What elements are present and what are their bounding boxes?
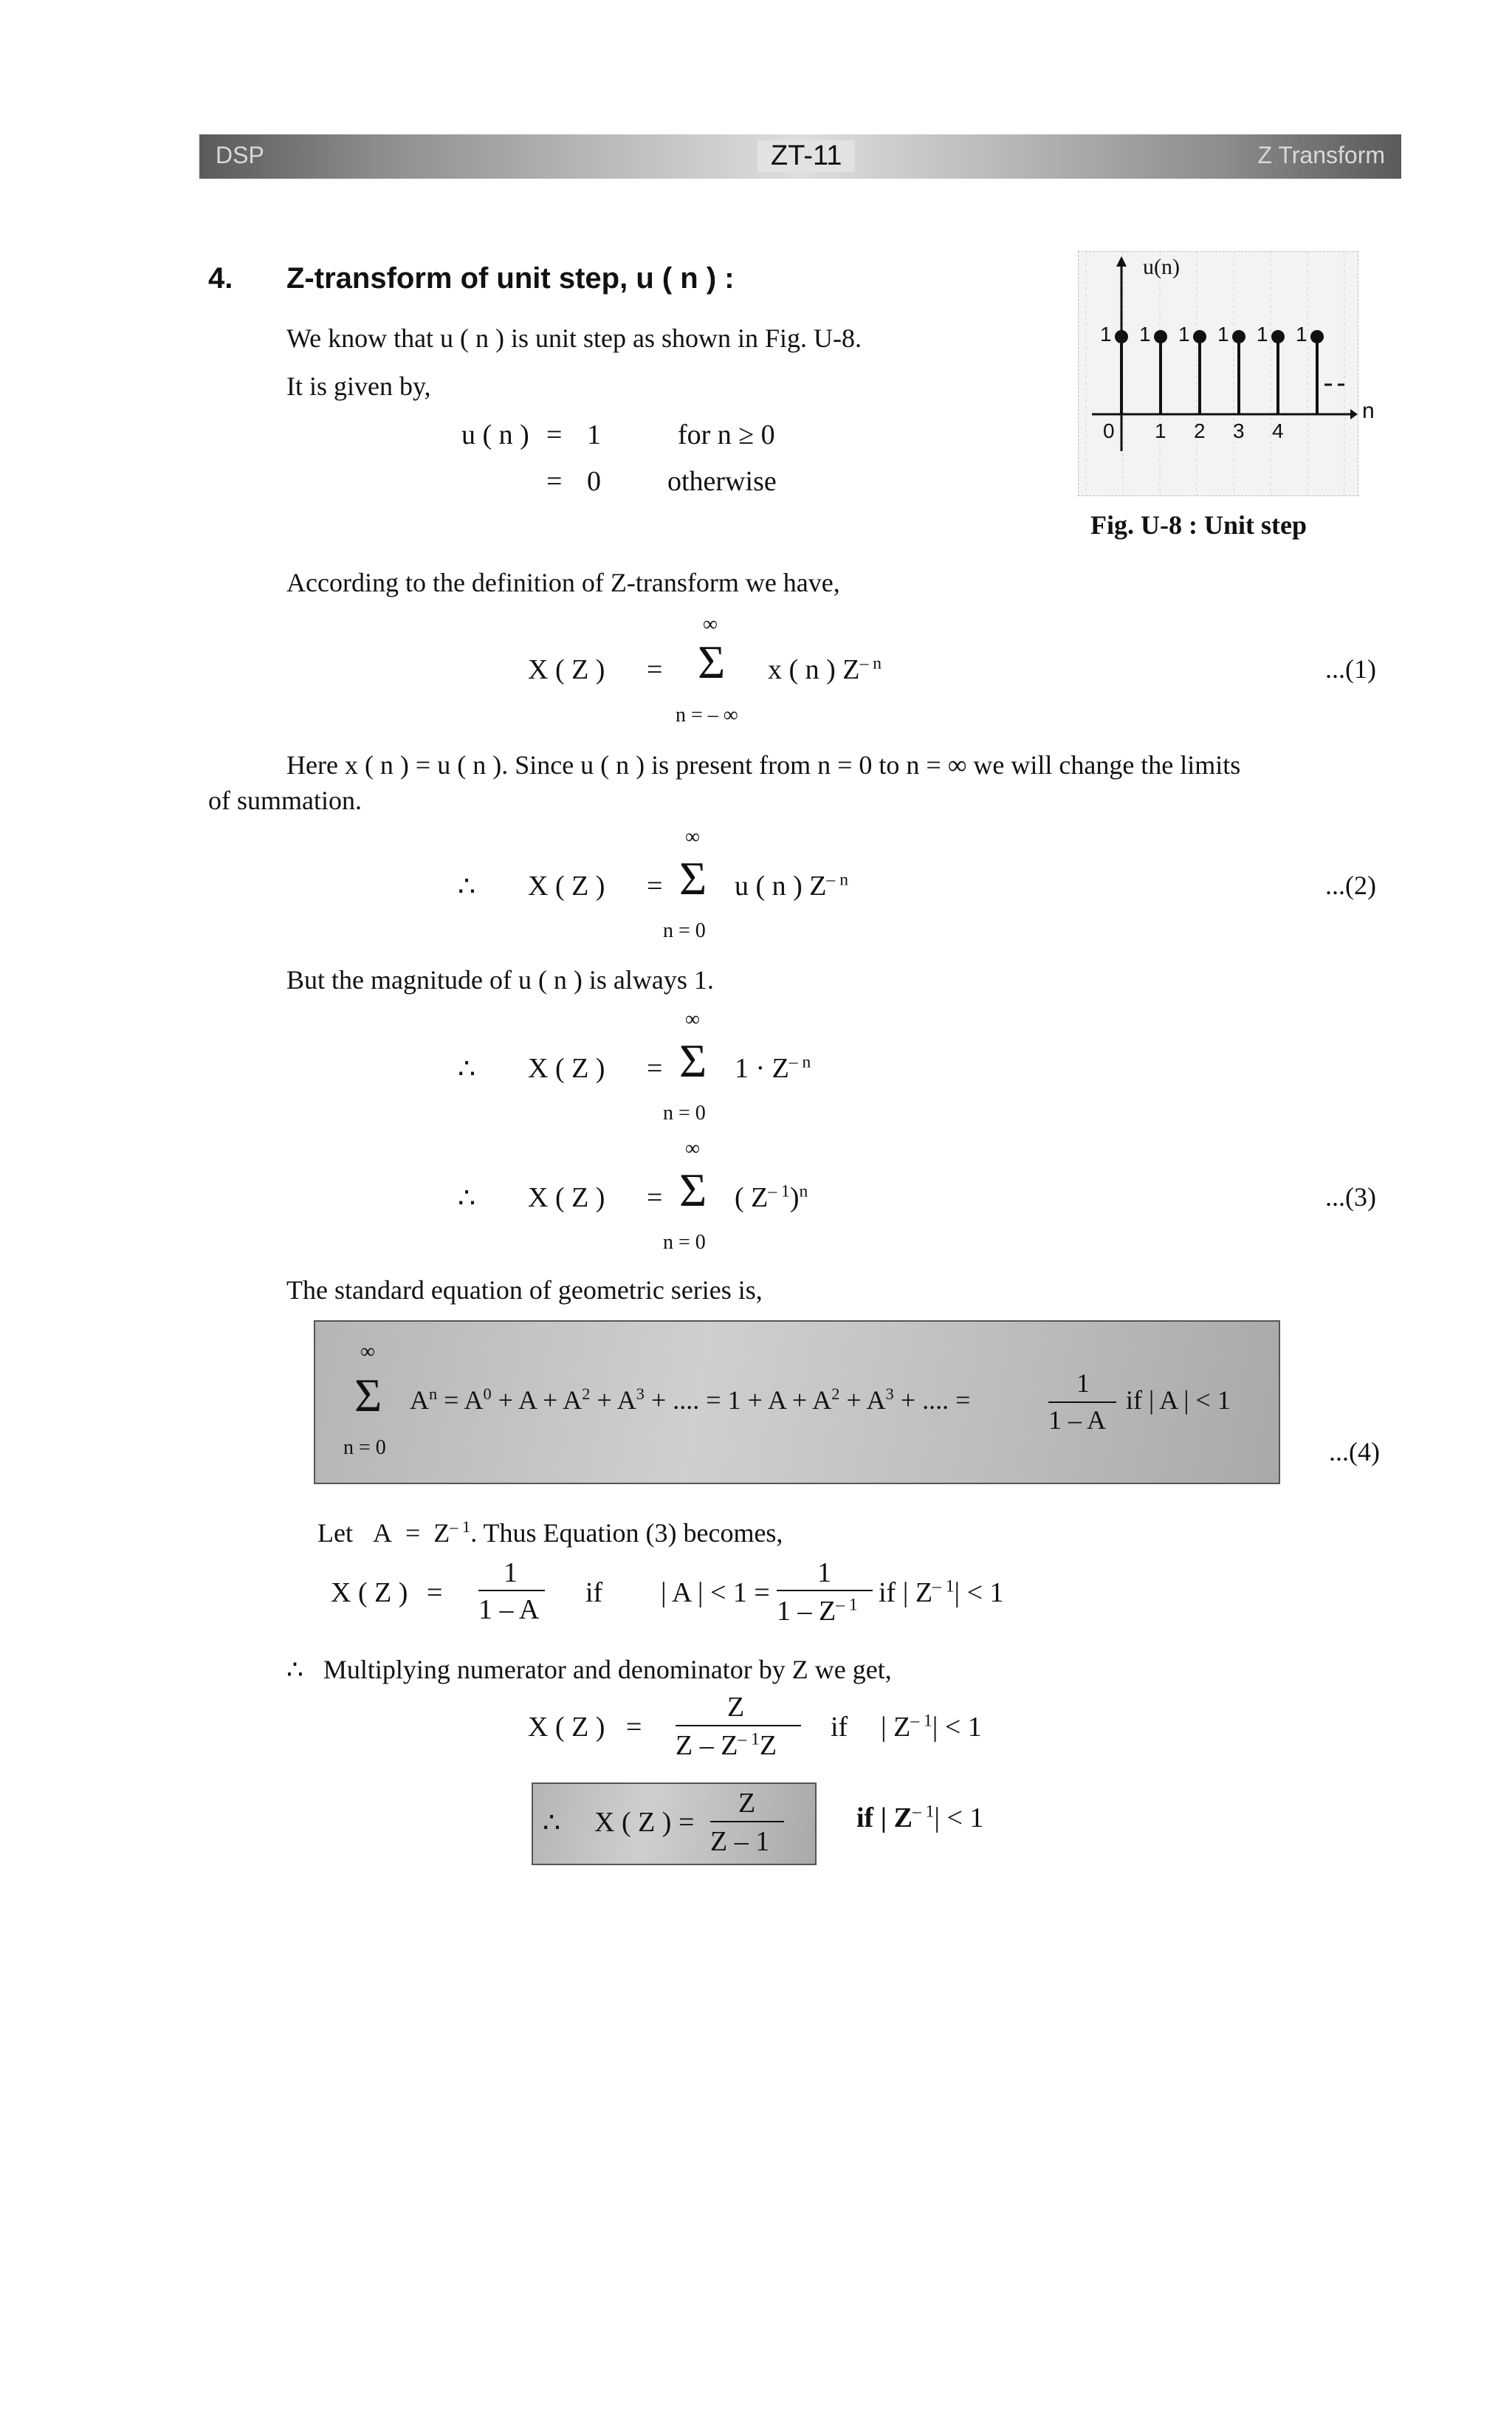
section-number: 4.: [208, 262, 233, 295]
para-here-2: of summation.: [208, 786, 362, 815]
eq4-part3: + A + A: [498, 1385, 583, 1415]
eq6-cond-exp: – 1: [910, 1711, 932, 1731]
eq6-frac-line: [676, 1725, 801, 1726]
figure-ylabel: u(n): [1143, 255, 1180, 279]
sample-point-3: [1232, 330, 1245, 343]
tick-label-0: 0: [1103, 419, 1115, 442]
eq4-frac-den: 1 – A: [1048, 1405, 1107, 1435]
eq3-upper: ∞: [685, 1137, 700, 1160]
eq5-den-1: 1 – A: [478, 1594, 540, 1625]
eq1-lhs: X ( Z ): [528, 654, 605, 685]
def-lhs: u ( n ): [461, 419, 529, 450]
let-exp: – 1: [450, 1517, 471, 1536]
eq4-sup-3b: 3: [885, 1384, 894, 1403]
eq1-body-text: x ( n ) Z: [768, 654, 860, 685]
y-axis-arrow: [1116, 256, 1127, 267]
eq2b-lhs: X ( Z ): [528, 1053, 605, 1084]
eq4-series: [410, 1384, 970, 1415]
eq4-part2: = A: [444, 1385, 484, 1415]
eq5-equals: =: [427, 1577, 443, 1608]
sample-label-2: 1: [1178, 323, 1190, 346]
eq3-body-text: ( Z: [735, 1182, 769, 1213]
section-title: Z-transform of unit step, u ( n ) :: [286, 262, 735, 295]
eq7-den: Z – 1: [710, 1826, 770, 1857]
eq4-sup-2b: 2: [831, 1384, 840, 1403]
let-text-2: . Thus Equation (3) becomes,: [470, 1518, 783, 1548]
eq1-sigma: Σ: [698, 636, 726, 688]
eq7-frac-line: [710, 1821, 784, 1822]
eq1-equals: =: [647, 654, 663, 685]
def-val-1: 1: [587, 419, 601, 450]
header-left: DSP: [216, 142, 264, 168]
let-text: Let: [317, 1518, 353, 1548]
para-multiply: [286, 1654, 892, 1685]
multiply-therefore: ∴: [286, 1655, 303, 1684]
eq4-sup-3: 3: [636, 1384, 645, 1403]
eq5-cond-2: [879, 1576, 1004, 1609]
eq3-lower: n = 0: [663, 1231, 706, 1254]
intro-line-1: We know that u ( n ) is unit step as shown in Fig. U-8.: [286, 323, 862, 353]
para-geometric: The standard equation of geometric series is,: [286, 1275, 763, 1305]
eq6-cond-1: | Z: [881, 1712, 911, 1743]
eq2-body-text: u ( n ) Z: [735, 871, 827, 902]
eq4-cond: if | A | < 1: [1126, 1385, 1231, 1415]
eq2-therefore: ∴: [458, 871, 476, 902]
eq3-number: ...(3): [1325, 1182, 1376, 1212]
intro-line-2: It is given by,: [286, 371, 431, 401]
eq2-upper: ∞: [685, 826, 700, 848]
eq5-num-2: 1: [817, 1557, 831, 1588]
tick-label-4: 4: [1272, 419, 1284, 442]
running-header: [199, 134, 1401, 179]
def-cond-1: for n ≥ 0: [678, 419, 775, 450]
unit-step-chart: [1079, 252, 1358, 495]
eq7-cond-exp: – 1: [912, 1802, 935, 1822]
eq4-part6: + A: [846, 1385, 886, 1415]
eq6-den-text: Z – Z: [676, 1730, 738, 1761]
eq2-lhs: X ( Z ): [528, 871, 605, 902]
eq4-lower: n = 0: [343, 1436, 386, 1459]
eq3-body: [735, 1181, 808, 1214]
multiply-text: Multiplying numerator and denominator by Z we get,: [323, 1655, 892, 1684]
page-number: ZT-11: [757, 140, 855, 172]
eq3-sigma: Σ: [679, 1164, 707, 1216]
sample-point-1: [1154, 330, 1167, 343]
eq2-exp: – n: [826, 870, 848, 890]
eq2b-body: [735, 1052, 811, 1085]
eq2-number: ...(2): [1325, 871, 1376, 900]
eq1-exp: – n: [859, 653, 882, 673]
eq4-frac-num: 1: [1076, 1368, 1090, 1398]
header-right: Z Transform: [1257, 142, 1385, 168]
def-cond-2: otherwise: [667, 466, 777, 497]
let-eq: =: [405, 1518, 421, 1548]
eq2b-equals: =: [647, 1053, 663, 1084]
eq3-exp1: – 1: [768, 1181, 790, 1201]
eq4-part7: + .... =: [900, 1385, 971, 1415]
figure-xlabel: n: [1362, 399, 1375, 423]
let-a: A: [372, 1518, 392, 1548]
eq4-sup-0: 0: [483, 1384, 492, 1403]
eq6-cond: [881, 1711, 982, 1743]
eq6-den-2: Z: [759, 1730, 777, 1761]
let-z: Z: [433, 1518, 450, 1548]
eq4-upper: ∞: [360, 1340, 375, 1363]
eq4-sigma: Σ: [354, 1369, 382, 1421]
eq2b-lower: n = 0: [663, 1102, 706, 1125]
x-axis-arrow: [1350, 409, 1358, 419]
tick-label-1: 1: [1155, 419, 1166, 442]
sample-point-0: [1115, 330, 1128, 343]
eq1-number: ...(1): [1325, 654, 1376, 684]
eq4-part4: + A: [597, 1385, 636, 1415]
eq2b-sigma: Σ: [679, 1034, 707, 1087]
def-eq-2: =: [546, 466, 563, 497]
eq2b-exp: – n: [788, 1052, 811, 1072]
para-magnitude: But the magnitude of u ( n ) is always 1.: [286, 965, 714, 995]
eq3-close: ): [789, 1182, 800, 1213]
eq5-cond-1: | A | < 1 =: [661, 1577, 770, 1608]
eq6-lhs: X ( Z ): [528, 1712, 605, 1743]
sample-label-4: 1: [1257, 323, 1268, 346]
eq5-cond-2b: | < 1: [954, 1577, 1004, 1608]
eq4-a: A: [410, 1385, 429, 1415]
eq6-den-exp: – 1: [738, 1729, 760, 1749]
sample-point-5: [1310, 330, 1324, 343]
eq2b-therefore: ∴: [458, 1054, 476, 1085]
eq6-if: if: [831, 1712, 848, 1743]
eq5-frac-line-1: [478, 1590, 545, 1591]
sample-label-0: 1: [1100, 323, 1112, 346]
eq4-frac-line: [1048, 1401, 1116, 1403]
eq3-therefore: ∴: [458, 1183, 476, 1214]
eq5-cond-2-exp: – 1: [932, 1576, 955, 1596]
eq5-num-1: 1: [504, 1557, 518, 1588]
para-here-1: Here x ( n ) = u ( n ). Since u ( n ) is present from n = 0 to n = ∞ we will change the limits: [286, 750, 1241, 780]
figure-unit-step: [1078, 251, 1358, 496]
tick-label-2: 2: [1194, 419, 1206, 442]
eq4-number: ...(4): [1329, 1437, 1380, 1466]
eq4-part5: + .... = 1 + A + A: [650, 1385, 832, 1415]
def-val-2: 0: [587, 466, 601, 497]
eq5-den-2-text: 1 – Z: [777, 1596, 836, 1627]
sample-point-2: [1193, 330, 1206, 343]
eq1-upper: ∞: [703, 613, 718, 636]
sample-label-3: 1: [1217, 323, 1229, 346]
eq1-lower: n = – ∞: [676, 704, 738, 727]
sample-label-1: 1: [1139, 323, 1151, 346]
eq3-exp2: n: [799, 1181, 808, 1201]
eq7-cond: [856, 1802, 983, 1834]
eq5-den-2-exp: – 1: [836, 1595, 858, 1615]
eq5-lhs: X ( Z ): [331, 1577, 408, 1608]
tick-label-3: 3: [1233, 419, 1245, 442]
para-let: [317, 1517, 783, 1548]
eq2-equals: =: [647, 871, 663, 902]
eq4-sup-2: 2: [582, 1384, 591, 1403]
eq2b-upper: ∞: [685, 1008, 700, 1031]
eq2-lower: n = 0: [663, 919, 706, 942]
eq6-num: Z: [727, 1692, 745, 1723]
eq3-lhs: X ( Z ): [528, 1182, 605, 1213]
para-definition: According to the definition of Z-transform we have,: [286, 568, 840, 597]
eq1-body: [768, 653, 882, 686]
figure-caption: Fig. U-8 : Unit step: [1090, 510, 1307, 540]
eq2-sigma: Σ: [679, 852, 707, 905]
sample-point-4: [1271, 330, 1285, 343]
sample-label-5: 1: [1296, 323, 1307, 346]
eq5-if: if: [585, 1577, 603, 1608]
def-eq-1: =: [546, 419, 563, 450]
eq2-body: [735, 870, 848, 902]
eq6-den: [676, 1729, 777, 1762]
eq5-cond-2a: if | Z: [879, 1577, 933, 1608]
eq3-equals: =: [647, 1182, 663, 1213]
eq4-sup-n: n: [429, 1384, 438, 1403]
eq6-cond-2: | < 1: [932, 1712, 982, 1743]
eq7-therefore: ∴: [543, 1808, 561, 1839]
eq5-den-2: [777, 1595, 858, 1627]
eq7-cond-2: | < 1: [934, 1802, 984, 1833]
eq7-lhs: X ( Z ) =: [594, 1807, 695, 1838]
eq6-equals: =: [626, 1712, 642, 1743]
eq2b-body-text: 1 · Z: [735, 1053, 789, 1084]
eq7-num: Z: [738, 1788, 756, 1819]
eq5-frac-line-2: [777, 1590, 873, 1591]
eq7-cond-1: if | Z: [856, 1802, 913, 1833]
